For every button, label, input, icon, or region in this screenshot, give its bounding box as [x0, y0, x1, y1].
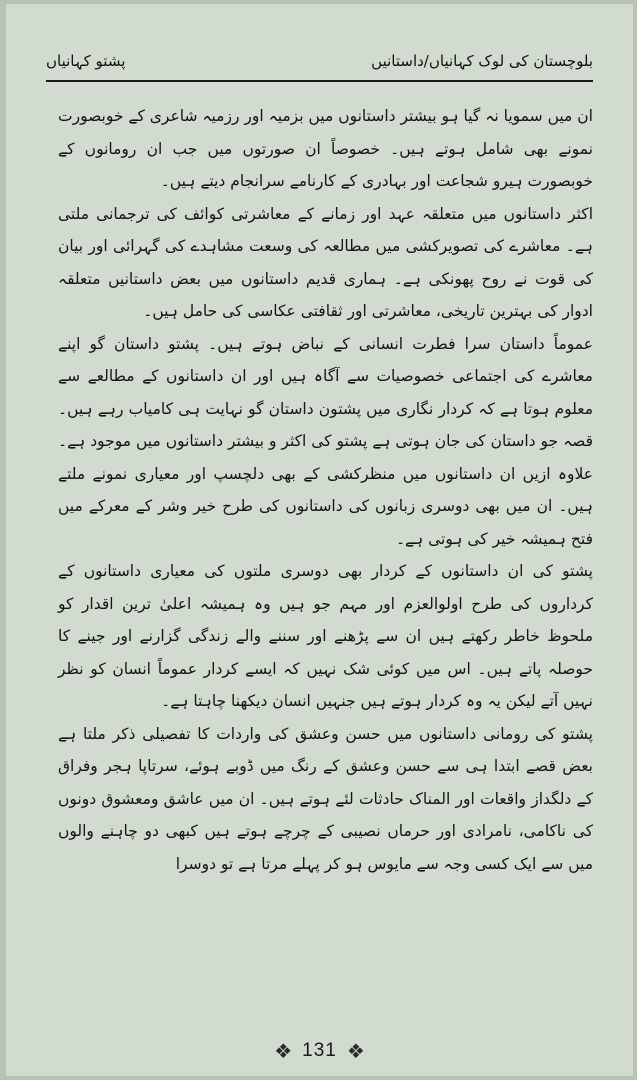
- page-footer: [6, 1036, 633, 1066]
- paragraph: اکثر داستانوں میں متعلقہ عہد اور زمانے کے معاشرتی کوائف کی ترجمانی ملتی ہے۔ معاشرے کی تصویرکشی میں مطالعہ کی وسعت مشاہدے کی گہرائی اور بیان کی قوت نے روح پھونکی ہے۔ ہماری قدیم داستانوں میں بعض داستانیں متعلقہ ادوار کی بہترین تاریخی، معاشرتی اور ثقافتی عکاسی کی حامل ہیں۔: [58, 204, 593, 320]
- book-page: [6, 4, 633, 1076]
- paragraph: ان میں سمویا نہ گیا ہو بیشتر داستانوں میں بزمیہ اور رزمیہ شاعری کے خوبصورت نمونے بھی شامل ہوتے ہیں۔ خصوصاً ان صورتوں میں جب ان رومانوں کے خوبصورت ہیرو شجاعت اور بہادری کے کارنامے سرانجام دیتے ہیں۔: [58, 107, 593, 190]
- page-body: [58, 100, 593, 880]
- page-number: 131: [302, 1040, 337, 1061]
- paragraph: عموماً داستان سرا فطرت انسانی کے نباض ہوتے ہیں۔ پشتو داستان گو اپنے معاشرے کی اجتماعی خصوصیات سے آگاہ ہیں اور ان داستانوں کے مطالعے سے معلوم ہوتا ہے کہ کردار نگاری میں پشتون داستان گو نہایت ہی کامیاب رہے ہیں۔ قصہ جو داستان کی جان ہوتی ہے پشتو کی اکثر و بیشتر داستانوں میں موجود ہے۔ علاوہ ازیں ان داستانوں میں منظرکشی کے بھی دلچسپ اور معیاری نمونے ملتے ہیں۔ ان میں بھی دوسری زبانوں کی داستانوں کی طرح خیر وشر کے معرکے میں فتح ہمیشہ خیر کی ہوتی ہے۔: [58, 334, 593, 548]
- running-header: [46, 46, 593, 82]
- paragraph: پشتو کی ان داستانوں کے کردار بھی دوسری ملتوں کی معیاری داستانوں کے کرداروں کی طرح اولوالعزم اور مہم جو ہیں وہ ہمیشہ اعلیٰ ترین اقدار کو ملحوظ خاطر رکھتے ہیں ان سے پڑھنے اور سننے والے زندگی گزارنے اور جینے کا حوصلہ پاتے ہیں۔ اس میں کوئی شک نہیں کہ ایسے کردار عموماً انسان کو نظر نہیں آتے لیکن یہ وہ کردار ہوتے ہیں جنہیں انسان دیکھنا چاہتا ہے۔: [58, 562, 593, 710]
- ornament-right-icon: ❖: [346, 1039, 365, 1063]
- book-title: پشتو کہانیاں: [46, 52, 126, 70]
- ornament-left-icon: ❖: [274, 1039, 293, 1063]
- chapter-title: بلوچستان کی لوک کہانیاں/داستانیں: [371, 52, 593, 70]
- paragraph: پشتو کی رومانی داستانوں میں حسن وعشق کی واردات کا تفصیلی ذکر ملتا ہے بعض قصے ابتدا ہی سے حسن وعشق کے رنگ میں ڈوبے ہوئے، سرتاپا ہجر وفراق کے دلگداز واقعات اور المناک حادثات لئے ہوتے ہیں۔ ان میں عاشق ومعشوق دونوں کی ناکامی، نامرادی اور حرماں نصیبی کے چرچے ہوتے ہیں کبھی دو چاہنے والوں میں سے ایک کسی وجہ سے مایوس ہو کر پہلے مرتا ہے تو دوسرا: [58, 724, 593, 873]
